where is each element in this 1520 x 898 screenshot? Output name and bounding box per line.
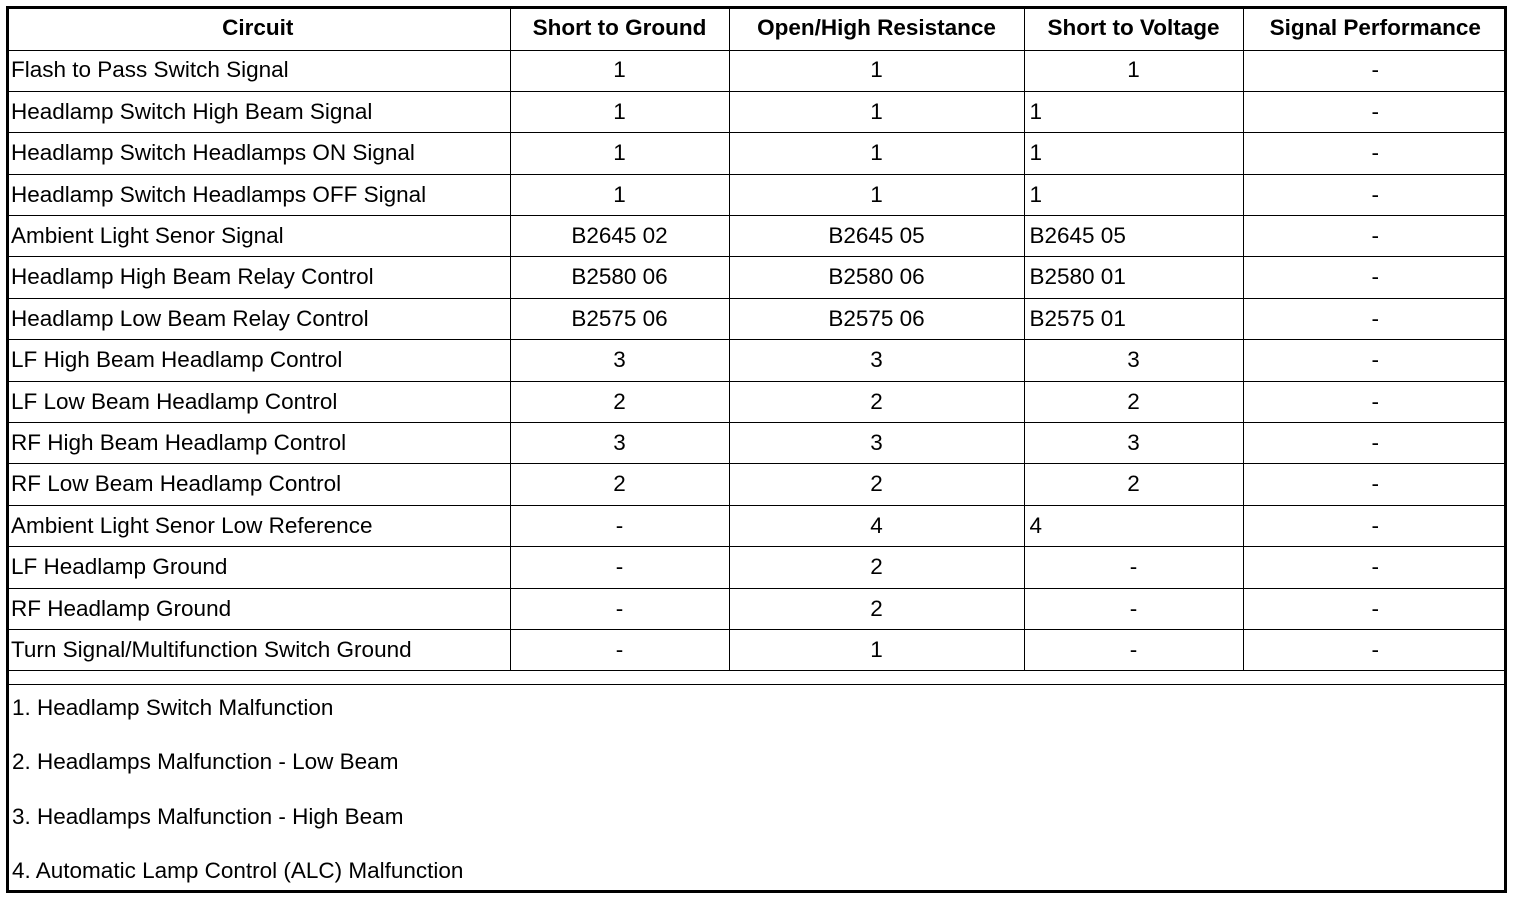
- cell-signal-performance: -: [1243, 423, 1507, 464]
- cell-short-to-voltage: B2580 01: [1024, 257, 1243, 298]
- cell-open-high-resistance: B2575 06: [729, 298, 1024, 339]
- cell-short-to-voltage: 2: [1024, 381, 1243, 422]
- cell-signal-performance: -: [1243, 133, 1507, 174]
- cell-short-to-ground: 3: [510, 340, 729, 381]
- cell-signal-performance: -: [1243, 381, 1507, 422]
- footnote-2: 2. Headlamps Malfunction - Low Beam: [12, 749, 399, 774]
- cell-circuit: LF Low Beam Headlamp Control: [6, 381, 510, 422]
- cell-circuit: RF Low Beam Headlamp Control: [6, 464, 510, 505]
- cell-short-to-ground: 2: [510, 464, 729, 505]
- cell-open-high-resistance: 1: [729, 50, 1024, 91]
- cell-short-to-voltage: B2645 05: [1024, 216, 1243, 257]
- cell-signal-performance: -: [1243, 340, 1507, 381]
- cell-short-to-ground: B2580 06: [510, 257, 729, 298]
- cell-short-to-ground: 2: [510, 381, 729, 422]
- cell-signal-performance: -: [1243, 50, 1507, 91]
- cell-open-high-resistance: 1: [729, 629, 1024, 670]
- cell-circuit: Turn Signal/Multifunction Switch Ground: [6, 629, 510, 670]
- cell-circuit: LF Headlamp Ground: [6, 547, 510, 588]
- cell-open-high-resistance: B2580 06: [729, 257, 1024, 298]
- cell-open-high-resistance: 3: [729, 340, 1024, 381]
- cell-open-high-resistance: 4: [729, 505, 1024, 546]
- cell-short-to-voltage: 1: [1024, 91, 1243, 132]
- cell-short-to-ground: B2575 06: [510, 298, 729, 339]
- cell-circuit: Flash to Pass Switch Signal: [6, 50, 510, 91]
- footnote-4: 4. Automatic Lamp Control (ALC) Malfunction: [12, 858, 464, 883]
- cell-circuit: LF High Beam Headlamp Control: [6, 340, 510, 381]
- cell-open-high-resistance: 1: [729, 91, 1024, 132]
- cell-open-high-resistance: 2: [729, 588, 1024, 629]
- cell-open-high-resistance: 2: [729, 547, 1024, 588]
- cell-short-to-voltage: -: [1024, 547, 1243, 588]
- cell-open-high-resistance: B2645 05: [729, 216, 1024, 257]
- header-short-to-voltage: Short to Voltage: [1024, 6, 1243, 50]
- cell-open-high-resistance: 2: [729, 381, 1024, 422]
- cell-short-to-voltage: -: [1024, 629, 1243, 670]
- cell-short-to-voltage: 1: [1024, 133, 1243, 174]
- cell-circuit: Headlamp Switch Headlamps OFF Signal: [6, 174, 510, 215]
- cell-open-high-resistance: 1: [729, 133, 1024, 174]
- footnotes: [9, 684, 1504, 890]
- cell-open-high-resistance: 3: [729, 423, 1024, 464]
- cell-short-to-ground: 3: [510, 423, 729, 464]
- cell-short-to-ground: -: [510, 547, 729, 588]
- cell-short-to-ground: B2645 02: [510, 216, 729, 257]
- cell-short-to-ground: 1: [510, 133, 729, 174]
- cell-circuit: Headlamp High Beam Relay Control: [6, 257, 510, 298]
- cell-circuit: Headlamp Switch Headlamps ON Signal: [6, 133, 510, 174]
- footnote-1: 1. Headlamp Switch Malfunction: [12, 695, 334, 720]
- cell-circuit: Headlamp Switch High Beam Signal: [6, 91, 510, 132]
- cell-short-to-voltage: B2575 01: [1024, 298, 1243, 339]
- cell-signal-performance: -: [1243, 91, 1507, 132]
- footnote-3: 3. Headlamps Malfunction - High Beam: [12, 804, 404, 829]
- cell-signal-performance: -: [1243, 464, 1507, 505]
- header-circuit: Circuit: [6, 6, 510, 50]
- cell-short-to-voltage: 3: [1024, 340, 1243, 381]
- cell-signal-performance: -: [1243, 216, 1507, 257]
- cell-circuit: Headlamp Low Beam Relay Control: [6, 298, 510, 339]
- cell-short-to-ground: -: [510, 629, 729, 670]
- cell-short-to-voltage: 1: [1024, 50, 1243, 91]
- header-signal-performance: Signal Performance: [1243, 6, 1507, 50]
- cell-short-to-voltage: 4: [1024, 505, 1243, 546]
- cell-signal-performance: -: [1243, 588, 1507, 629]
- header-open-high-resistance: Open/High Resistance: [729, 6, 1024, 50]
- cell-short-to-voltage: 2: [1024, 464, 1243, 505]
- cell-open-high-resistance: 1: [729, 174, 1024, 215]
- cell-circuit: RF Headlamp Ground: [6, 588, 510, 629]
- cell-short-to-ground: 1: [510, 50, 729, 91]
- cell-short-to-voltage: -: [1024, 588, 1243, 629]
- cell-signal-performance: -: [1243, 174, 1507, 215]
- cell-short-to-ground: 1: [510, 91, 729, 132]
- header-short-to-ground: Short to Ground: [510, 6, 729, 50]
- cell-signal-performance: -: [1243, 298, 1507, 339]
- cell-circuit: Ambient Light Senor Signal: [6, 216, 510, 257]
- cell-circuit: Ambient Light Senor Low Reference: [6, 505, 510, 546]
- cell-signal-performance: -: [1243, 257, 1507, 298]
- cell-open-high-resistance: 2: [729, 464, 1024, 505]
- cell-short-to-ground: -: [510, 588, 729, 629]
- cell-short-to-ground: -: [510, 505, 729, 546]
- cell-short-to-voltage: 3: [1024, 423, 1243, 464]
- cell-signal-performance: -: [1243, 629, 1507, 670]
- cell-signal-performance: -: [1243, 505, 1507, 546]
- cell-circuit: RF High Beam Headlamp Control: [6, 423, 510, 464]
- cell-signal-performance: -: [1243, 547, 1507, 588]
- cell-short-to-voltage: 1: [1024, 174, 1243, 215]
- cell-short-to-ground: 1: [510, 174, 729, 215]
